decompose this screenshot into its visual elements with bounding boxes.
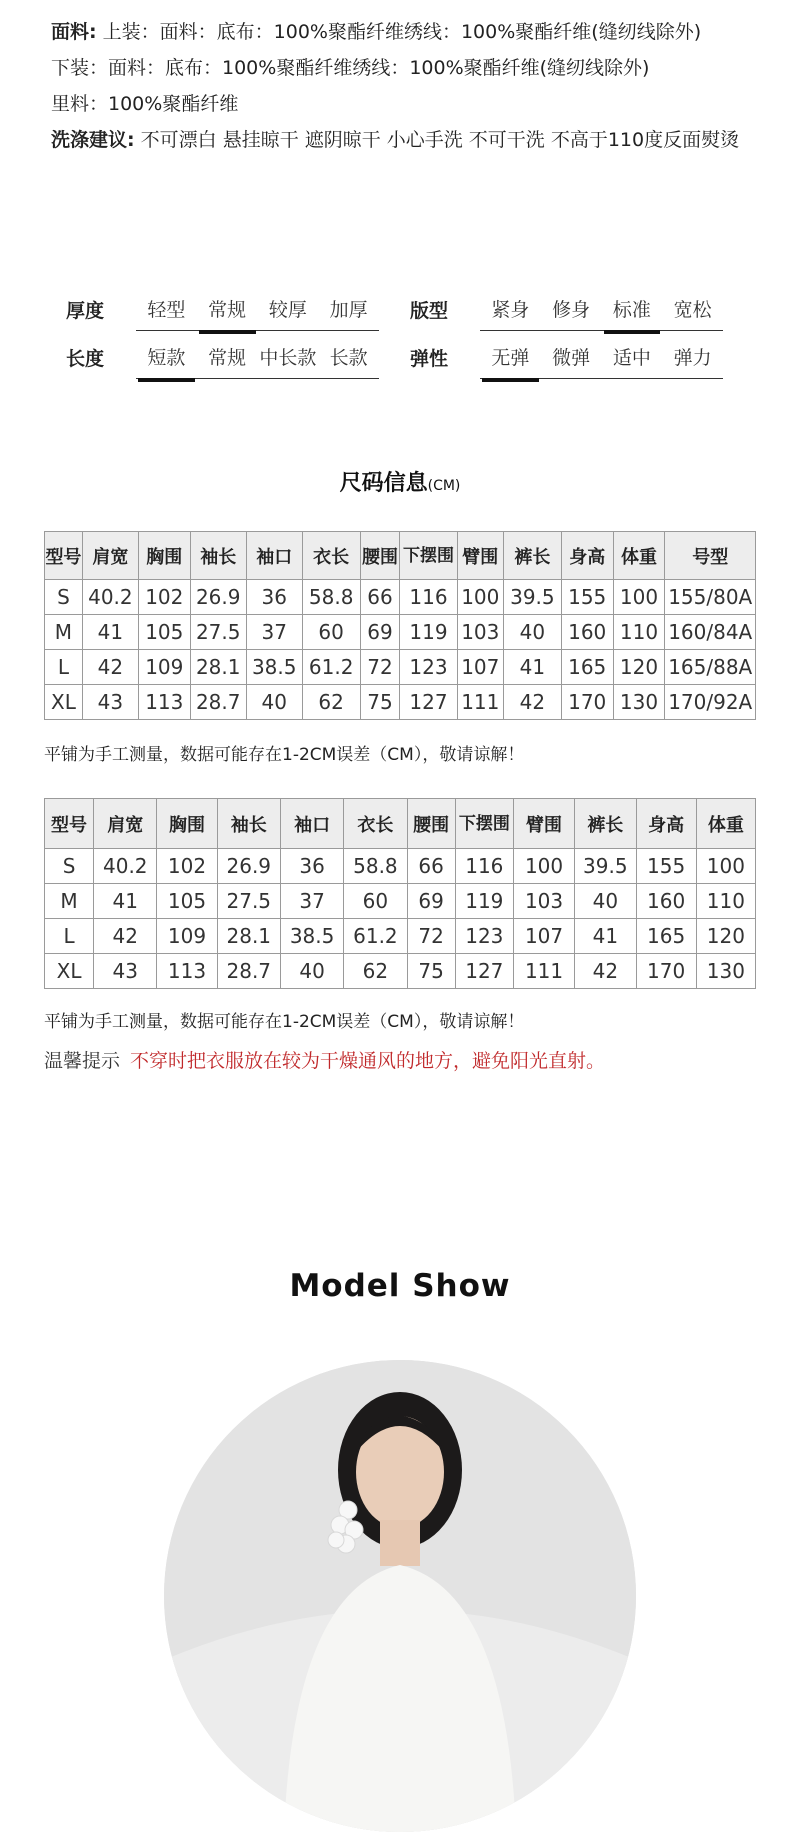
column-header: 衣长 — [344, 799, 407, 849]
table-cell: 165 — [561, 650, 613, 685]
column-header: 袖口 — [280, 799, 343, 849]
table-row — [45, 919, 756, 954]
column-header-text: 下摆围 — [458, 814, 510, 834]
table-cell: 36 — [246, 580, 302, 615]
table-cell: 160/84A — [665, 615, 756, 650]
length-options — [136, 340, 379, 379]
table-cell: 123 — [455, 919, 513, 954]
table-cell: 26.9 — [217, 849, 280, 884]
table-cell: 116 — [455, 849, 513, 884]
measurement-note-1: 平铺为手工测量，数据可能存在1-2CM误差（CM），敬请谅解！ — [44, 745, 525, 765]
table-header-row — [45, 799, 756, 849]
column-header: 腰围 — [407, 799, 455, 849]
table-cell: 28.7 — [217, 954, 280, 989]
table-cell: 103 — [457, 615, 503, 650]
column-header: 型号 — [45, 799, 94, 849]
table-cell: 66 — [360, 580, 400, 615]
table-cell: L — [45, 919, 94, 954]
column-header: 胸围 — [157, 799, 217, 849]
table-cell: 41 — [82, 615, 138, 650]
column-header — [455, 799, 513, 849]
table-cell: 155 — [561, 580, 613, 615]
table-cell: 107 — [457, 650, 503, 685]
tip-text: 不穿时把衣服放在较为干燥通风的地方，避免阳光直射。 — [130, 1050, 606, 1072]
table-cell: 41 — [503, 650, 561, 685]
column-header: 裤长 — [503, 532, 561, 580]
option-length-4: 长款 — [329, 347, 368, 369]
table-row — [45, 615, 756, 650]
table-cell: 66 — [407, 849, 455, 884]
table-cell: 100 — [513, 849, 574, 884]
table-cell: 110 — [613, 615, 665, 650]
table-cell: 75 — [360, 685, 400, 720]
table-row — [45, 580, 756, 615]
fabric-text: 上装：面料：底布：100%聚酯纤维绣线：100%聚酯纤维(缝纫线除外) — [96, 21, 702, 43]
table-cell: 130 — [613, 685, 665, 720]
size-title-text: 尺码信息 — [339, 471, 428, 496]
column-header: 裤长 — [575, 799, 636, 849]
table-cell: 43 — [82, 685, 138, 720]
attribute-grid — [60, 292, 740, 392]
table-cell: 72 — [407, 919, 455, 954]
table-cell: 38.5 — [246, 650, 302, 685]
column-header: 袖长 — [217, 799, 280, 849]
table-cell: 170/92A — [665, 685, 756, 720]
wash-label: 洗涤建议: — [51, 129, 135, 151]
column-header: 衣长 — [302, 532, 360, 580]
table-cell: S — [45, 849, 94, 884]
column-header: 肩宽 — [82, 532, 138, 580]
column-header: 臂围 — [513, 799, 574, 849]
option-elasticity-2: 微弹 — [552, 347, 591, 369]
table-cell: 62 — [302, 685, 360, 720]
option-thickness-1: 轻型 — [147, 299, 186, 321]
table-cell: 69 — [360, 615, 400, 650]
table-cell: 103 — [513, 884, 574, 919]
table-cell: 28.1 — [217, 919, 280, 954]
model-show-title: Model Show — [289, 1268, 511, 1304]
table-cell: 40 — [575, 884, 636, 919]
table-cell: 123 — [400, 650, 457, 685]
fabric-line — [51, 14, 781, 50]
length-label: 长度 — [66, 348, 105, 370]
table-row — [45, 954, 756, 989]
table-cell: 42 — [575, 954, 636, 989]
option-elasticity-1: 无弹 — [480, 340, 541, 378]
table-cell: XL — [45, 685, 83, 720]
care-tip — [44, 1046, 605, 1073]
fabric-label: 面料: — [51, 21, 97, 43]
table-cell: 113 — [157, 954, 217, 989]
option-thickness-2: 常规 — [197, 292, 258, 330]
option-length-3: 中长款 — [259, 347, 317, 369]
table-cell: 105 — [157, 884, 217, 919]
table-cell: 40 — [503, 615, 561, 650]
table-cell: 109 — [157, 919, 217, 954]
table-row — [45, 849, 756, 884]
table-cell: 69 — [407, 884, 455, 919]
table-cell: 160 — [636, 884, 696, 919]
table-cell: 40 — [280, 954, 343, 989]
fit-options — [480, 292, 723, 331]
table-cell: 102 — [157, 849, 217, 884]
column-header: 腰围 — [360, 532, 400, 580]
table-cell: 100 — [457, 580, 503, 615]
column-header: 袖长 — [190, 532, 246, 580]
table-cell: M — [45, 615, 83, 650]
option-fit-4: 宽松 — [673, 299, 712, 321]
table-cell: 41 — [575, 919, 636, 954]
option-fit-2: 修身 — [552, 299, 591, 321]
table-cell: 75 — [407, 954, 455, 989]
table-cell: 120 — [613, 650, 665, 685]
material-section — [51, 14, 781, 158]
table-cell: 39.5 — [575, 849, 636, 884]
model-photo — [164, 1360, 636, 1832]
table-cell: 160 — [561, 615, 613, 650]
table-cell: 110 — [696, 884, 755, 919]
table-cell: 28.7 — [190, 685, 246, 720]
column-header: 袖口 — [246, 532, 302, 580]
fit-label: 版型 — [410, 300, 449, 322]
table-cell: 119 — [400, 615, 457, 650]
table-cell: 102 — [138, 580, 190, 615]
table-cell: 111 — [457, 685, 503, 720]
size-table-full — [44, 531, 756, 720]
table-cell: 60 — [302, 615, 360, 650]
table-cell: 37 — [246, 615, 302, 650]
table-cell: 42 — [94, 919, 157, 954]
column-header: 型号 — [45, 532, 83, 580]
option-thickness-4: 加厚 — [329, 299, 368, 321]
size-table-compact — [44, 798, 756, 989]
table-cell: 41 — [94, 884, 157, 919]
wash-line — [51, 122, 781, 158]
attr-row-2 — [60, 340, 740, 388]
thickness-options — [136, 292, 379, 331]
table-row — [45, 685, 756, 720]
table-cell: XL — [45, 954, 94, 989]
column-header: 身高 — [636, 799, 696, 849]
table-cell: 40 — [246, 685, 302, 720]
column-header: 肩宽 — [94, 799, 157, 849]
column-header: 体重 — [696, 799, 755, 849]
column-header — [400, 532, 457, 580]
column-header: 体重 — [613, 532, 665, 580]
elasticity-options — [480, 340, 723, 379]
option-fit-1: 紧身 — [491, 299, 530, 321]
option-fit-3: 标准 — [602, 292, 663, 330]
table-cell: 111 — [513, 954, 574, 989]
table-cell: 58.8 — [302, 580, 360, 615]
column-header: 臂围 — [457, 532, 503, 580]
table-cell: 165 — [636, 919, 696, 954]
table-cell: 60 — [344, 884, 407, 919]
table-cell: 170 — [561, 685, 613, 720]
table-cell: 27.5 — [217, 884, 280, 919]
model-illustration — [164, 1360, 636, 1832]
table-cell: 127 — [400, 685, 457, 720]
option-length-1: 短款 — [136, 340, 197, 378]
table-cell: 26.9 — [190, 580, 246, 615]
table-cell: 62 — [344, 954, 407, 989]
table-cell: 165/88A — [665, 650, 756, 685]
elasticity-label: 弹性 — [410, 348, 449, 370]
table-cell: M — [45, 884, 94, 919]
table-row — [45, 884, 756, 919]
table-cell: 58.8 — [344, 849, 407, 884]
attr-row-1 — [60, 292, 740, 340]
column-header-text: 下摆围 — [402, 546, 454, 566]
measurement-note-2: 平铺为手工测量，数据可能存在1-2CM误差（CM），敬请谅解！ — [44, 1012, 525, 1032]
table-cell: 39.5 — [503, 580, 561, 615]
table-cell: 36 — [280, 849, 343, 884]
bottom-fabric-line: 下装：面料：底布：100%聚酯纤维绣线：100%聚酯纤维(缝纫线除外) — [51, 57, 650, 79]
table-cell: 61.2 — [302, 650, 360, 685]
size-title-unit: (CM) — [427, 478, 461, 494]
table-cell: 107 — [513, 919, 574, 954]
table-cell: 42 — [82, 650, 138, 685]
table-cell: 38.5 — [280, 919, 343, 954]
table-cell: 61.2 — [344, 919, 407, 954]
table-cell: 127 — [455, 954, 513, 989]
table-cell: 105 — [138, 615, 190, 650]
table-cell: 113 — [138, 685, 190, 720]
thickness-label: 厚度 — [66, 300, 105, 322]
table-cell: 27.5 — [190, 615, 246, 650]
table-cell: S — [45, 580, 83, 615]
table-cell: 120 — [696, 919, 755, 954]
table-cell: 72 — [360, 650, 400, 685]
option-length-2: 常规 — [208, 347, 247, 369]
option-thickness-3: 较厚 — [268, 299, 307, 321]
column-header: 胸围 — [138, 532, 190, 580]
table-cell: 40.2 — [94, 849, 157, 884]
table-cell: 100 — [696, 849, 755, 884]
tip-label: 温馨提示 — [44, 1050, 121, 1072]
table-cell: 130 — [696, 954, 755, 989]
table-cell: 155 — [636, 849, 696, 884]
table-cell: 109 — [138, 650, 190, 685]
table-cell: 37 — [280, 884, 343, 919]
column-header: 号型 — [665, 532, 756, 580]
table-cell: 28.1 — [190, 650, 246, 685]
table-cell: 155/80A — [665, 580, 756, 615]
table-cell: 119 — [455, 884, 513, 919]
lining-line: 里料：100%聚酯纤维 — [51, 93, 239, 115]
option-elasticity-4: 弹力 — [673, 347, 712, 369]
table-cell: 42 — [503, 685, 561, 720]
table-row — [45, 650, 756, 685]
table-header-row — [45, 532, 756, 580]
table-cell: 40.2 — [82, 580, 138, 615]
size-info-title — [0, 466, 800, 497]
table-cell: 43 — [94, 954, 157, 989]
table-cell: 170 — [636, 954, 696, 989]
column-header: 身高 — [561, 532, 613, 580]
table-cell: L — [45, 650, 83, 685]
table-cell: 100 — [613, 580, 665, 615]
wash-text: 不可漂白 悬挂晾干 遮阴晾干 小心手洗 不可干洗 不高于110度反面熨烫 — [134, 129, 740, 151]
table-cell: 116 — [400, 580, 457, 615]
option-elasticity-3: 适中 — [612, 347, 651, 369]
